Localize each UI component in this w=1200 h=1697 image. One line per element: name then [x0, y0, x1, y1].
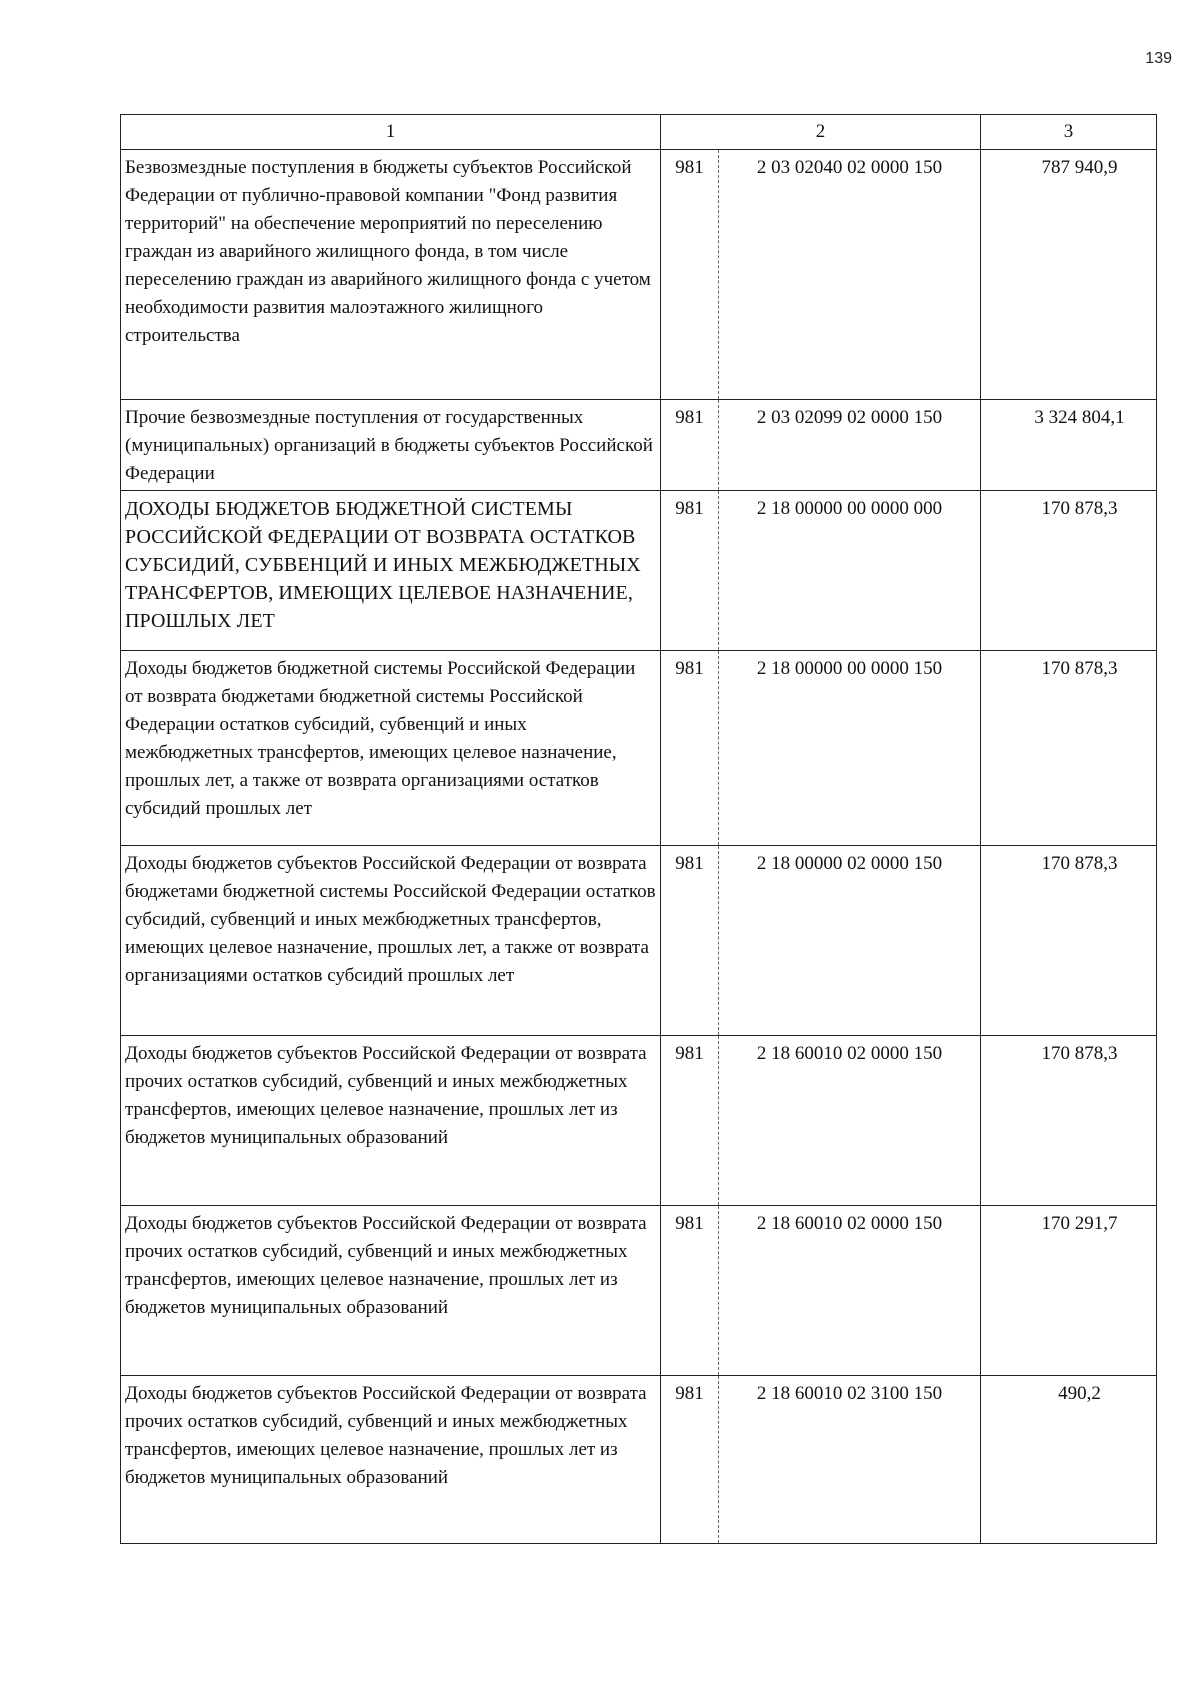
- table-row: [121, 1206, 1157, 1376]
- column-header-1: 1: [121, 115, 661, 150]
- table-row: [121, 1036, 1157, 1206]
- table-row: [121, 1376, 1157, 1544]
- row-kbk-code: 2 18 60010 02 0000 150: [719, 1036, 981, 1206]
- row-kbk-code: 2 18 60010 02 0000 150: [719, 1206, 981, 1376]
- row-kbk-code: 2 18 60010 02 3100 150: [719, 1376, 981, 1544]
- row-kbk-code: 2 18 00000 00 0000 000: [719, 491, 981, 651]
- row-name: Прочие безвозмездные поступления от государственных (муниципальных) организаций в бюджеты субъектов Российской Федерации: [121, 400, 661, 491]
- row-amount: 787 940,9: [981, 150, 1157, 400]
- row-admin-code: 981: [661, 651, 719, 846]
- row-name: Доходы бюджетов субъектов Российской Федерации от возврата бюджетами бюджетной системы Российской Федерации остатков субсидий, субвенций и иных межбюджетных трансфертов, имеющих целевое назначение, прошлых лет, а также от возврата организациями остатков субсидий прошлых лет: [121, 846, 661, 1036]
- row-kbk-code: 2 18 00000 02 0000 150: [719, 846, 981, 1036]
- row-admin-code: 981: [661, 150, 719, 400]
- table-header-row: [121, 115, 1157, 150]
- row-kbk-code: 2 03 02040 02 0000 150: [719, 150, 981, 400]
- table-row: [121, 846, 1157, 1036]
- row-amount: 170 878,3: [981, 491, 1157, 651]
- row-admin-code: 981: [661, 1036, 719, 1206]
- row-amount: 170 878,3: [981, 846, 1157, 1036]
- table-row: [121, 491, 1157, 651]
- row-admin-code: 981: [661, 846, 719, 1036]
- row-name: Доходы бюджетов субъектов Российской Федерации от возврата прочих остатков субсидий, субвенций и иных межбюджетных трансфертов, имеющих целевое назначение, прошлых лет из бюджетов муниципальных образований: [121, 1376, 661, 1544]
- row-admin-code: 981: [661, 400, 719, 491]
- column-header-3: 3: [981, 115, 1157, 150]
- page-number: 139: [1145, 50, 1172, 67]
- row-admin-code: 981: [661, 1206, 719, 1376]
- column-header-2: 2: [661, 115, 981, 150]
- row-amount: 490,2: [981, 1376, 1157, 1544]
- row-amount: 170 878,3: [981, 651, 1157, 846]
- revenue-table: [120, 114, 1157, 1544]
- row-amount: 170 291,7: [981, 1206, 1157, 1376]
- row-amount: 3 324 804,1: [981, 400, 1157, 491]
- row-name: Безвозмездные поступления в бюджеты субъектов Российской Федерации от публично-правовой компании "Фонд развития территорий" на обеспечение мероприятий по переселению граждан из аварийного жилищного фонда, в том числе переселению граждан из аварийного жилищного фонда с учетом необходимости развития малоэтажного жилищного строительства: [121, 150, 661, 400]
- row-name: ДОХОДЫ БЮДЖЕТОВ БЮДЖЕТНОЙ СИСТЕМЫ РОССИЙСКОЙ ФЕДЕРАЦИИ ОТ ВОЗВРАТА ОСТАТКОВ СУБСИДИЙ, СУБВЕНЦИЙ И ИНЫХ МЕЖБЮДЖЕТНЫХ ТРАНСФЕРТОВ, ИМЕЮЩИХ ЦЕЛЕВОЕ НАЗНАЧЕНИЕ, ПРОШЛЫХ ЛЕТ: [121, 491, 661, 651]
- table-row: [121, 400, 1157, 491]
- table-row: [121, 150, 1157, 400]
- row-kbk-code: 2 03 02099 02 0000 150: [719, 400, 981, 491]
- row-name: Доходы бюджетов бюджетной системы Российской Федерации от возврата бюджетами бюджетной системы Российской Федерации остатков субсидий, субвенций и иных межбюджетных трансфертов, имеющих целевое назначение, прошлых лет, а также от возврата организациями остатков субсидий прошлых лет: [121, 651, 661, 846]
- row-amount: 170 878,3: [981, 1036, 1157, 1206]
- row-kbk-code: 2 18 00000 00 0000 150: [719, 651, 981, 846]
- row-admin-code: 981: [661, 491, 719, 651]
- row-name: Доходы бюджетов субъектов Российской Федерации от возврата прочих остатков субсидий, субвенций и иных межбюджетных трансфертов, имеющих целевое назначение, прошлых лет из бюджетов муниципальных образований: [121, 1206, 661, 1376]
- table-row: [121, 651, 1157, 846]
- row-admin-code: 981: [661, 1376, 719, 1544]
- row-name: Доходы бюджетов субъектов Российской Федерации от возврата прочих остатков субсидий, субвенций и иных межбюджетных трансфертов, имеющих целевое назначение, прошлых лет из бюджетов муниципальных образований: [121, 1036, 661, 1206]
